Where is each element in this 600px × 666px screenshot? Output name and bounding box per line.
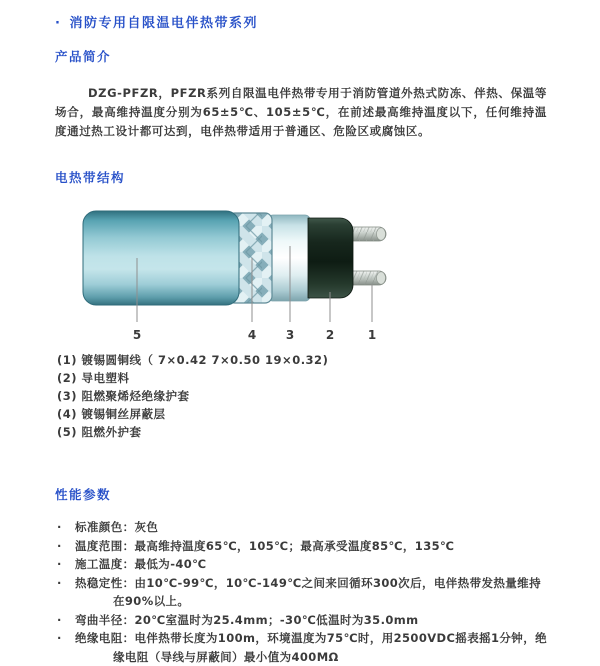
bullet-text: 标准颜色：灰色 — [75, 520, 159, 534]
diagram-label-2: 2 — [325, 328, 335, 342]
bullet-text: 弯曲半径：20℃室温时为25.4mm；-30℃低温时为35.0mm — [75, 612, 419, 627]
legend-item-5: (5) 阻燃外护套 — [57, 425, 142, 439]
cable-inner-sheath — [268, 215, 310, 301]
bullet-item-bend-radius — [57, 611, 549, 630]
bullet-text: 温度范围：最高维持温度65℃，105℃；最高承受温度85℃，135℃ — [75, 538, 455, 553]
bullet-dot-icon: · — [57, 575, 62, 590]
bullet-dot-icon: · — [57, 557, 62, 571]
bullet-item-insulation-resistance — [57, 629, 549, 666]
section-heading-performance: 性能参数 — [55, 487, 112, 502]
cable-conductive-core — [308, 218, 353, 298]
title-bullet-icon: · — [55, 16, 62, 31]
diagram-label-3: 3 — [285, 328, 295, 342]
intro-paragraph: DZG-PFZR，PFZR系列自限温电伴热带专用于消防管道外热式防冻、伴热、保温等场合，最高维持温度分别为65±5℃、105±5℃，在前述最高维持温度以下，任何维持温度通过热工设计都可达到，电伴热带适用于普通区、危险区或腐蚀区。 — [55, 86, 547, 138]
legend-item-3: (3) 阻燃聚烯烃绝缘护套 — [57, 389, 190, 403]
legend-item-2: (2) 导电塑料 — [57, 371, 130, 385]
bullet-dot-icon: · — [57, 538, 62, 553]
performance-bullet-list — [57, 518, 549, 666]
bullet-text: 施工温度：最低为-40℃ — [75, 557, 207, 571]
diagram-label-1: 1 — [367, 328, 377, 342]
page-title — [55, 12, 258, 31]
bullet-dot-icon: · — [57, 520, 62, 534]
bullet-dot-icon: · — [57, 631, 62, 645]
diagram-label-5: 5 — [132, 328, 142, 342]
legend-item-1: (1) 镀锡圆铜线（ 7×0.42 7×0.50 19×0.32) — [57, 353, 329, 367]
bullet-dot-icon: · — [57, 612, 62, 627]
bullet-item-thermal-stability — [57, 574, 549, 611]
bullet-item-color — [57, 518, 549, 537]
section-heading-structure: 电热带结构 — [55, 170, 126, 185]
bullet-text: 绝缘电阻：电伴热带长度为100m，环境温度为75℃时，用2500VDC摇表摇1分钟，绝缘电阻（导线与屏蔽间）最小值为400MΩ — [75, 631, 548, 664]
cable-legend-list — [57, 351, 328, 441]
cable-diagram-svg — [80, 200, 410, 350]
cable-structure-diagram — [0, 200, 600, 350]
bullet-text: 热稳定性：由10℃-99℃，10℃-149℃之间来回循环300次后，电伴热带发热量维持在90%以上。 — [75, 575, 541, 608]
bullet-item-temp-range — [57, 537, 549, 556]
section-heading-intro: 产品简介 — [55, 49, 112, 64]
legend-item-4: (4) 镀锡铜丝屏蔽层 — [57, 407, 166, 421]
bullet-item-install-temp — [57, 555, 549, 574]
page-title-text: 消防专用自限温电伴热带系列 — [69, 16, 258, 31]
diagram-label-4: 4 — [247, 328, 257, 342]
cable-outer-jacket — [83, 211, 239, 305]
